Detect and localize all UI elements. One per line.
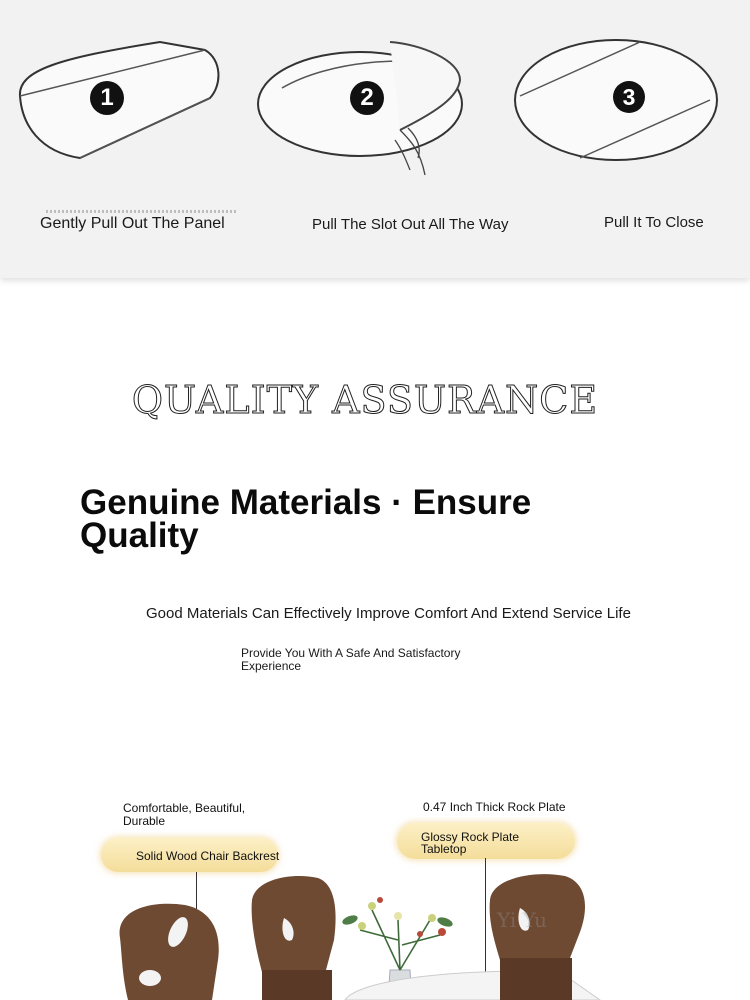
table-pill-label: Glossy Rock Plate Tabletop [421, 830, 520, 856]
step-1-dotted-rule [46, 210, 236, 213]
chair-note: Comfortable, Beautiful, Durable [123, 801, 246, 828]
assembly-steps-band [0, 0, 750, 278]
right-chair-icon [490, 874, 585, 1000]
step-2 [250, 0, 509, 278]
headline: Genuine Materials · Ensure Quality [80, 483, 532, 555]
step-3-badge: 3 [613, 81, 645, 113]
chair-pill-label: Solid Wood Chair Backrest [136, 849, 280, 863]
middle-chair-icon [252, 876, 336, 1000]
dining-set-illustration [0, 860, 750, 1000]
subline-experience: Provide You With A Safe And Satisfactory Experience [241, 646, 461, 673]
step-1 [0, 0, 250, 278]
step-1-label: Gently Pull Out The Panel [40, 215, 225, 232]
step-2-badge: 2 [350, 81, 384, 115]
quality-assurance-title: QUALITY ASSURANCE [131, 378, 599, 422]
table-note: 0.47 Inch Thick Rock Plate [423, 800, 566, 814]
watermark: Yi Yu [497, 908, 547, 932]
step-2-label: Pull The Slot Out All The Way [312, 216, 509, 233]
step-3 [500, 0, 750, 278]
table-panel-closed-icon [0, 0, 250, 200]
step-3-label: Pull It To Close [604, 214, 704, 231]
left-chair-icon [120, 904, 219, 1000]
step-1-badge: 1 [90, 81, 124, 115]
subline-comfort: Good Materials Can Effectively Improve Comfort And Extend Service Life [146, 605, 631, 622]
